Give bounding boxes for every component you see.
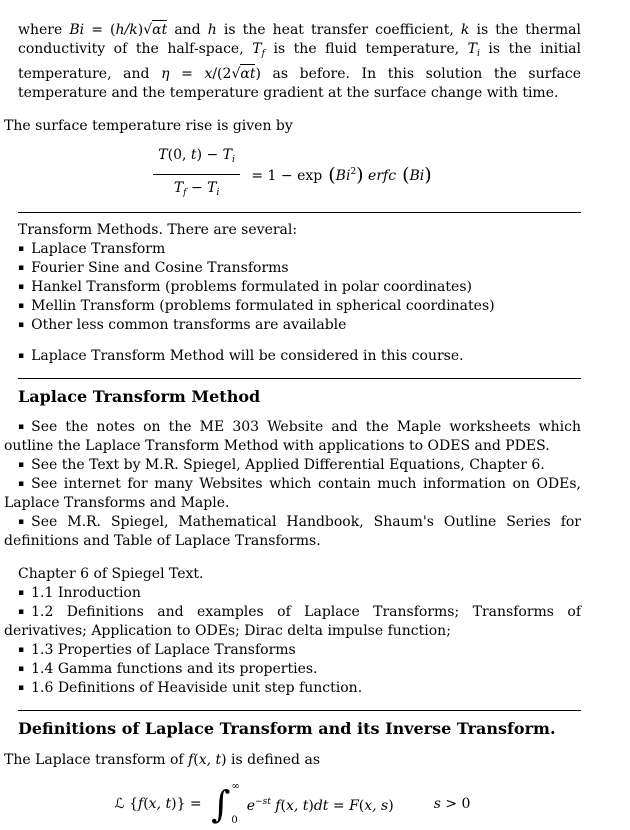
- text-run: ): [308, 797, 314, 814]
- text-run: ): [221, 752, 227, 768]
- equation-surface-temperature: [4, 145, 581, 204]
- text-run: (: [193, 752, 199, 768]
- divider: [18, 212, 581, 213]
- equation-lhs: [115, 794, 207, 815]
- integral-icon: ∫: [211, 782, 231, 826]
- intro-paragraph: [18, 20, 586, 103]
- text-run: T: [158, 147, 168, 163]
- list-item: [4, 259, 581, 278]
- integral-limits: [231, 782, 239, 826]
- text-run: T: [222, 147, 232, 163]
- list-item-text: See the Text by M.R. Spiegel, Applied Differential Equations, Chapter 6.: [31, 457, 545, 473]
- text-run: −: [186, 180, 208, 196]
- text-run: and: [167, 22, 208, 38]
- integral-upper-limit: ∞: [231, 781, 240, 792]
- bullet-icon: ▪: [18, 244, 25, 254]
- list-item-text: See M.R. Spiegel, Mathematical Handbook, Shaum's Outline Series for definitions and Table of Laplace Transforms.: [4, 514, 581, 549]
- bullet-icon: ▪: [18, 479, 25, 489]
- text-run: x, s: [364, 797, 389, 814]
- text-run: ) −: [196, 147, 223, 163]
- text-run: is defined as: [226, 752, 321, 768]
- chapter6-list: [4, 584, 581, 698]
- text-run: √: [231, 66, 241, 82]
- text-run: i: [476, 49, 480, 59]
- text-run: T: [207, 180, 217, 196]
- list-item: [4, 418, 581, 456]
- definitions-intro: [4, 751, 581, 770]
- text-run: ): [356, 164, 364, 186]
- list-item-text: 1.6 Definitions of Heaviside unit step function.: [31, 680, 363, 696]
- text-run: k: [460, 22, 470, 38]
- list-item-text: 1.4 Gamma functions and its properties.: [31, 661, 318, 677]
- text-run: =: [328, 797, 350, 814]
- text-run: (: [322, 164, 336, 186]
- list-item: [4, 240, 581, 259]
- text-run: =: [185, 795, 207, 812]
- bullet-icon: ▪: [18, 301, 25, 311]
- bullet-icon: ▪: [18, 320, 25, 330]
- text-run: i: [232, 155, 235, 165]
- list-item: [4, 316, 581, 335]
- text-run: T: [467, 41, 477, 57]
- text-run: h: [207, 22, 217, 38]
- list-item: [4, 475, 581, 513]
- text-run: (: [280, 797, 286, 814]
- text-run: T: [173, 180, 184, 196]
- list-item-text: 1.3 Properties of Laplace Transforms: [31, 642, 296, 658]
- equation-condition: [434, 794, 471, 815]
- text-run: is the thermal conductivity of the half-space,: [18, 22, 586, 57]
- divider: [18, 710, 581, 711]
- text-run: Bi: [409, 168, 425, 184]
- text-run: .: [549, 719, 556, 738]
- text-run: Bi: [335, 168, 351, 184]
- text-run: (: [358, 797, 365, 814]
- surface-temp-line: The surface temperature rise is given by: [4, 118, 293, 134]
- text-run: = 1 − exp: [246, 168, 323, 184]
- list-item: [4, 660, 581, 679]
- list-item-text: Mellin Transform (problems formulated in spherical coordinates): [31, 298, 495, 314]
- list-item-text: 1.2 Definitions and examples of Laplace Transforms; Transforms of derivatives; Application to ODEs; Dirac delta impulse function;: [4, 604, 581, 639]
- text-run: The Laplace transform of: [4, 752, 189, 768]
- text-run: x, t: [198, 752, 222, 768]
- text-run: Bi: [69, 22, 85, 38]
- text-run: {: [129, 795, 139, 812]
- text-run: f: [188, 752, 194, 768]
- bullet-icon: ▪: [18, 683, 25, 693]
- chapter6-title: Chapter 6 of Spiegel Text.: [18, 566, 204, 582]
- laplace-method-heading: Laplace Transform Method: [18, 387, 261, 406]
- bullet-icon: ▪: [18, 664, 25, 674]
- course-note-text: Laplace Transform Method will be considered in this course.: [31, 348, 464, 364]
- transform-methods-list: [4, 240, 581, 335]
- integral-lower-limit: 0: [231, 815, 238, 826]
- list-item-text: Laplace Transform: [31, 241, 166, 257]
- text-run: dt: [313, 797, 329, 814]
- list-item: [4, 513, 581, 551]
- text-run: η: [161, 66, 170, 82]
- list-item: [4, 297, 581, 316]
- text-run: √: [143, 22, 153, 38]
- bullet-icon: ▪: [18, 517, 25, 527]
- laplace-method-list: [4, 418, 581, 551]
- text-run: > 0: [440, 795, 471, 812]
- list-item-text: Hankel Transform (problems formulated in polar coordinates): [31, 279, 472, 295]
- text-run: αt: [240, 66, 256, 82]
- text-run: f: [183, 188, 187, 198]
- bullet-icon: ▪: [18, 645, 25, 655]
- text-run: F: [349, 797, 359, 814]
- text-run: −st: [255, 796, 271, 807]
- text-run: x, t: [285, 797, 309, 814]
- list-item-text: 1.1 Inroduction: [31, 585, 141, 601]
- text-run: ): [424, 164, 432, 186]
- list-item: [4, 278, 581, 297]
- bullet-icon: ▪: [18, 282, 25, 292]
- text-run: f: [138, 795, 144, 812]
- list-item: [4, 584, 581, 603]
- text-run: f: [261, 49, 265, 59]
- bullet-icon: ▪: [18, 351, 25, 361]
- bullet-icon: ▪: [18, 607, 25, 617]
- list-item: [4, 456, 581, 475]
- list-item-text: See internet for many Websites which contain much information on ODEs, Laplace Transforms and Maple.: [4, 476, 581, 511]
- equation-rhs: [247, 792, 394, 817]
- list-item: [4, 641, 581, 660]
- text-run: /(2: [212, 66, 232, 82]
- text-run: f: [270, 797, 281, 814]
- text-run: is the initial temperature, and: [18, 41, 586, 82]
- bullet-icon: ▪: [18, 588, 25, 598]
- text-run: x, t: [148, 795, 172, 812]
- list-item-text: Fourier Sine and Cosine Transforms: [31, 260, 289, 276]
- text-run: ): [388, 797, 394, 814]
- text-run: ): [171, 795, 177, 812]
- text-run: ℒ: [114, 795, 130, 812]
- text-run: ): [137, 22, 144, 38]
- text-run: Definitions of Laplace Transform and its Inverse Transform: [18, 719, 550, 738]
- fraction-numerator: [153, 145, 240, 175]
- text-run: = (: [84, 22, 116, 38]
- fraction: [153, 145, 240, 204]
- text-run: is the heat transfer coefficient,: [216, 22, 461, 38]
- bullet-icon: ▪: [18, 422, 25, 432]
- bullet-icon: ▪: [18, 460, 25, 470]
- text-run: where: [18, 22, 70, 38]
- text-run: i: [216, 188, 220, 198]
- text-run: e: [246, 797, 256, 814]
- text-run: erfc: [363, 168, 397, 184]
- text-run: (: [143, 795, 149, 812]
- text-run: x: [204, 66, 213, 82]
- list-item: [4, 603, 581, 641]
- list-item: [4, 679, 581, 698]
- transform-methods-title: Transform Methods. There are several:: [18, 222, 298, 238]
- text-run: T: [252, 41, 262, 57]
- list-item-text: Other less common transforms are available: [31, 317, 347, 333]
- definitions-heading: [18, 719, 581, 738]
- bullet-icon: ▪: [18, 263, 25, 273]
- equation-laplace-definition: [4, 782, 581, 826]
- text-run: }: [176, 795, 186, 812]
- text-run: 2: [350, 167, 357, 177]
- text-run: h/k: [115, 22, 138, 38]
- divider: [18, 378, 581, 379]
- text-run: =: [169, 66, 205, 82]
- course-note-item: [4, 347, 581, 366]
- text-run: s: [433, 795, 441, 812]
- text-run: ) as before. In this solution the surface temperature and the temperature gradient at the surface change with time.: [18, 66, 586, 101]
- fraction-denominator: [153, 175, 240, 204]
- text-run: (0,: [167, 147, 191, 163]
- list-item-text: See the notes on the ME 303 Website and the Maple worksheets which outline the Laplace Transform Method with applications to ODES and PDES.: [4, 419, 581, 454]
- equation-rhs: [247, 162, 432, 187]
- text-run: t: [190, 147, 197, 163]
- text-run: αt: [152, 22, 168, 38]
- text-run: is the fluid temperature,: [264, 41, 468, 57]
- text-run: (: [396, 164, 410, 186]
